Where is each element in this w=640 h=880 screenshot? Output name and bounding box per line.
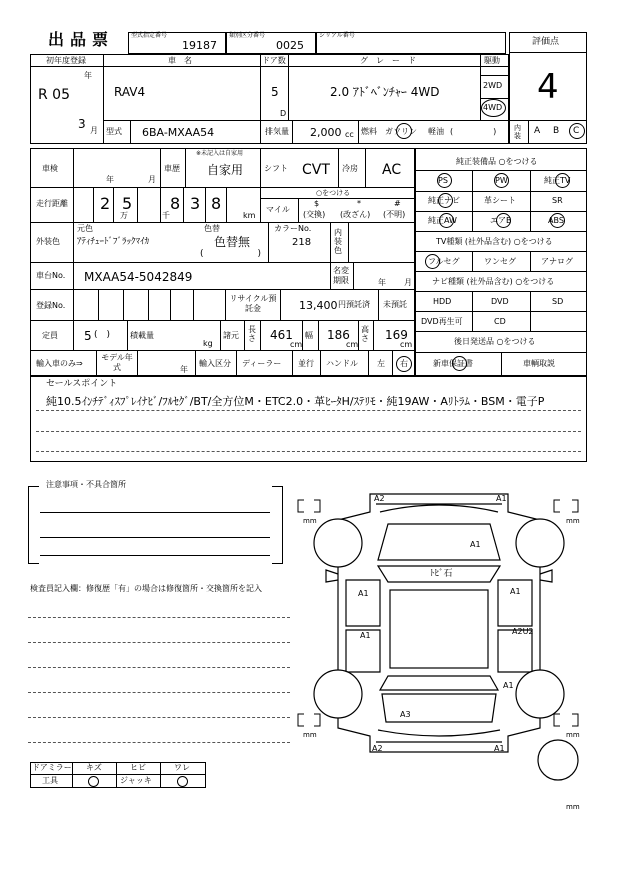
model-year-label: モデル年式 <box>101 353 133 372</box>
grade-value: 2.0 ｱﾄﾞﾍﾞﾝﾁｬｰ 4WD <box>330 85 440 99</box>
tools-jack-label: ジャッキ <box>120 776 152 785</box>
tire-rl-mm: mm <box>303 731 317 739</box>
parallel-label: 並行 <box>298 359 314 368</box>
mileage-digit-1: 2 <box>100 194 111 213</box>
mileage-digit-2: 5 <box>122 194 133 213</box>
mileage-digit-5: 8 <box>211 194 222 213</box>
equip-leather: 革シート <box>484 196 516 205</box>
inspection-month-mark: 月 <box>148 175 156 184</box>
interior-grade-c: C <box>573 126 580 136</box>
length-unit: cm <box>290 340 303 349</box>
handle-label: ハンドル <box>326 359 358 368</box>
height-label: 高さ <box>361 325 369 343</box>
man-unit: 万 <box>120 211 128 220</box>
fuel-label: 燃料 <box>361 127 377 136</box>
first-reg-label: 初年度登録 <box>46 56 86 65</box>
inspection-year-mark: 年 <box>106 175 114 184</box>
interior-grade-a: A <box>534 126 541 136</box>
later-manual: 車輌取説 <box>523 359 555 368</box>
navi-dvd: DVD <box>491 297 509 306</box>
left-label: 左 <box>377 359 385 368</box>
width-unit: cm <box>346 340 359 349</box>
length-value: 461 <box>270 328 293 342</box>
import-label: 輸入車のみ⇒ <box>36 359 83 368</box>
tv-oneseg: ワンセグ <box>484 257 516 266</box>
tire-fl-mm: mm <box>303 517 317 525</box>
grade-label: グ レ ー ド <box>360 56 416 65</box>
chassis-label: 車台No. <box>36 271 66 280</box>
capacity-label: 定員 <box>42 331 58 340</box>
defects-title: 注意事項・不具合箇所 <box>46 480 126 489</box>
mark-windshield: ﾄﾋﾞ石 <box>430 569 453 579</box>
navi-dvd-playback: DVD再生可 <box>421 317 463 326</box>
tire-rr-mm: mm <box>566 731 580 739</box>
mile-label: マイル <box>266 205 290 214</box>
reg-month: 3 <box>78 117 86 131</box>
height-unit: cm <box>400 340 413 349</box>
dealer-label: ディーラー <box>242 359 282 368</box>
form-title: 出品票 <box>48 30 115 49</box>
mark-rear-bumper-right: A1 <box>494 744 505 753</box>
fuel-bracket: ( ) <box>450 127 497 136</box>
name-change-label: 名変期限 <box>333 266 349 285</box>
car-name-value: RAV4 <box>114 85 146 99</box>
drive-2wd: 2WD <box>483 81 503 90</box>
tools-header-crack: ヒビ <box>130 763 146 772</box>
mileage-digit-4: 3 <box>190 194 201 213</box>
tools-header-mirror: ドアミラー <box>32 763 72 772</box>
serial-label: シリアル番号 <box>319 32 355 39</box>
color-no-value: 218 <box>292 237 312 248</box>
mileage-digit-3: 8 <box>170 194 181 213</box>
score-label: 評価点 <box>532 37 560 47</box>
mark-front-door-right: A1 <box>510 587 521 596</box>
ext-color-label: 外装色 <box>36 237 60 246</box>
recycle-paid: 円預託済 <box>338 300 370 309</box>
later-title: 後日発送品 ○をつける <box>454 337 536 346</box>
registration-label: 登録No. <box>36 301 66 310</box>
dims-label: 諸元 <box>223 331 239 340</box>
spare-mm: mm <box>566 803 580 811</box>
tire-fr-mm: mm <box>566 517 580 525</box>
mark-trunk: A3 <box>400 710 411 719</box>
tamper-mark: * <box>357 199 361 208</box>
interior-color-label: 内装色 <box>334 228 342 255</box>
import-class-label: 輸入区分 <box>199 359 231 368</box>
tamper-text: (改ざん) <box>340 210 371 219</box>
score-value: 4 <box>537 67 559 107</box>
unknown-mark: # <box>394 199 401 208</box>
capacity-value: 5 <box>84 329 92 343</box>
month-mark: 月 <box>90 126 98 135</box>
color-change-label: 色替 <box>204 224 220 233</box>
height-value: 169 <box>385 328 408 342</box>
genuine-title: 純正装備品 ○をつける <box>456 157 538 166</box>
recycle-value: 13,400 <box>299 299 338 312</box>
color-change-value: 色替無 <box>214 235 251 249</box>
payload-label: 積載量 <box>130 331 154 340</box>
payload-unit: kg <box>203 339 213 348</box>
car-name-label: 車 名 <box>168 56 192 65</box>
tools-header-break: ワレ <box>174 763 190 772</box>
mark-rear-bumper-left: A2 <box>372 744 383 753</box>
right-label: 右 <box>400 359 408 368</box>
mark-rear-fender-right: A1 <box>503 681 514 690</box>
displacement-unit: cc <box>345 130 354 139</box>
model-designation-value: 19187 <box>182 39 217 52</box>
ext-color-value: ｱﾃｨﾁｭｰﾄﾞﾌﾞﾗｯｸﾏｲｶ <box>77 237 150 247</box>
navi-title: ナビ種類 (社外品含む) ○をつける <box>432 277 555 286</box>
sales-point-text: 純10.5ｲﾝﾁﾃﾞｨｽﾌﾟﾚｲﾅﾋﾞ/ﾌﾙｾｸﾞ/BT/全方位M・ETC2.0・革ﾋｰﾀH/ｽﾃﾘﾓ・純19AW・Aﾘﾄﾗﾑ・BSM・電子P <box>46 395 545 408</box>
mark-rear-door-right: A2U2 <box>512 627 534 636</box>
year-mark: 年 <box>84 71 92 80</box>
category-number-value: 0025 <box>276 39 304 52</box>
model-type-label: 型式 <box>106 127 122 136</box>
capacity-paren: ( ) <box>94 330 111 340</box>
length-label: 長さ <box>248 325 256 343</box>
door-suffix: D <box>280 109 287 118</box>
equip-pw: PW <box>495 176 508 185</box>
mark-front-bumper-left: A2 <box>374 494 385 503</box>
mileage-label: 走行距離 <box>36 199 68 208</box>
doors-label: ドア数 <box>262 56 286 65</box>
tools-row-label: 工具 <box>42 776 58 785</box>
name-change-year: 年 <box>378 278 386 287</box>
exchange-text: (交換) <box>303 210 326 219</box>
later-warranty: 新車保証書 <box>433 359 473 368</box>
km-unit: km <box>243 211 256 220</box>
name-change-month: 月 <box>404 278 412 287</box>
model-type-value: 6BA-MXAA54 <box>142 126 215 139</box>
circle-note: ○をつける <box>316 189 351 197</box>
unknown-text: (不明) <box>383 210 406 219</box>
equip-genuine-tv: 純正TV <box>544 176 571 185</box>
width-label: 幅 <box>305 331 313 340</box>
displacement-value: 2,000 <box>310 126 342 139</box>
shift-label: シフト <box>264 164 288 173</box>
displacement-label: 排気量 <box>265 127 289 136</box>
doors-value: 5 <box>271 85 279 99</box>
drive-label: 駆動 <box>484 56 500 65</box>
equip-genuine-navi: 純正ナビ <box>428 196 460 205</box>
sen-unit: 千 <box>162 211 170 220</box>
chassis-value: MXAA54-5042849 <box>84 270 193 284</box>
exchange-mark: $ <box>314 199 320 208</box>
sales-point-label: セールスポイント <box>46 379 118 389</box>
equip-abs: ABS <box>548 216 564 225</box>
mark-hood: A1 <box>470 540 481 549</box>
tv-fullseg: フルセグ <box>428 257 460 266</box>
color-no-label: カラーNo. <box>274 224 312 233</box>
history-label: 車歴 <box>164 164 180 173</box>
interior-label: 内装 <box>514 124 521 140</box>
ac-label: 冷房 <box>342 164 358 173</box>
model-year-unit: 年 <box>180 365 188 374</box>
ac-value: AC <box>382 162 402 178</box>
shift-value: CVT <box>302 162 330 178</box>
equip-ps: PS <box>438 176 448 185</box>
mark-front-bumper-right: A1 <box>496 494 507 503</box>
fuel-light-oil: 軽油 <box>428 127 444 136</box>
mark-rear-door-left: A1 <box>360 631 371 640</box>
reg-era-year: R 05 <box>38 87 70 103</box>
model-designation-label: 型式指定番号 <box>131 32 168 39</box>
mark-front-door-left: A1 <box>358 589 369 598</box>
tv-analog: アナログ <box>541 257 573 266</box>
history-note: ※未記入は自家用 <box>196 150 244 157</box>
equip-genuine-aw: 純正AW <box>428 216 457 225</box>
category-number-label: 類別区分番号 <box>229 32 266 39</box>
drive-4wd: 4WD <box>483 103 503 112</box>
tools-header-scratch: キズ <box>86 763 102 772</box>
navi-sd: SD <box>552 297 564 306</box>
inspection-label: 車検 <box>42 164 58 173</box>
recycle-unpaid: 未預託 <box>383 300 407 309</box>
recycle-label: リサイクル預託金 <box>229 294 277 313</box>
color-paren: ( ) <box>200 249 262 259</box>
width-value: 186 <box>327 328 350 342</box>
navi-hdd: HDD <box>433 297 452 306</box>
history-value: 自家用 <box>207 163 244 177</box>
inspector-title: 検査員記入欄：修復歴「有」の場合は修復箇所・交換箇所を記入 <box>30 584 262 593</box>
navi-cd: CD <box>494 317 506 326</box>
equip-airbag: エアB <box>490 216 512 225</box>
equip-sr: SR <box>552 196 563 205</box>
tv-title: TV種類 (社外品含む) ○をつける <box>436 237 553 246</box>
interior-grade-b: B <box>553 126 560 136</box>
fuel-gasoline: ガソリン <box>385 127 417 136</box>
orig-color-label: 元色 <box>77 224 93 233</box>
